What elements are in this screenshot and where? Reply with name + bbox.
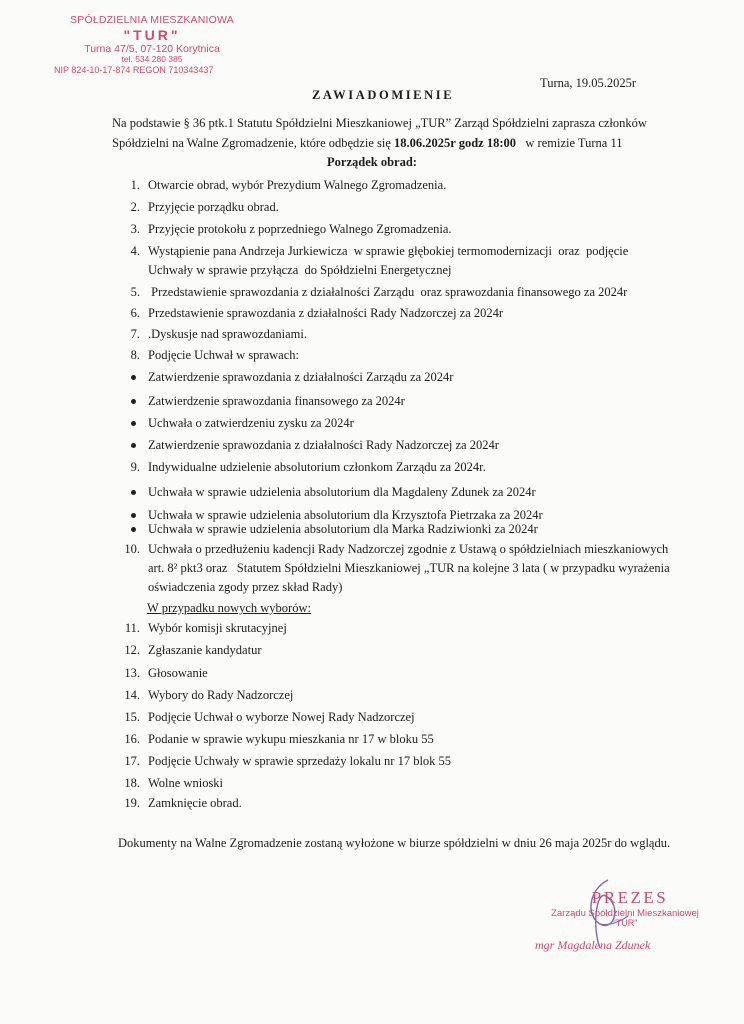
- agenda-item-line: Indywidualne udzielenie absolutorium członkom Zarządu za 2024r.: [148, 460, 486, 474]
- intro-paragraph: [112, 114, 672, 153]
- intro-line-2-start: Spółdzielni na Walne Zgromadzenie, które odbędzie się: [112, 135, 395, 150]
- agenda-item-text: [148, 708, 668, 727]
- agenda-item-line: Zamknięcie obrad.: [148, 796, 242, 810]
- agenda-item-text: [148, 220, 668, 239]
- agenda-item-line: Zatwierdzenie sprawozdania z działalności Rady Nadzorczej za 2024r: [148, 438, 499, 452]
- agenda-item-line: Uchwała o zatwierdzeniu zysku za 2024r: [148, 416, 354, 430]
- agenda-item-text: [148, 540, 668, 597]
- cooperative-stamp: [54, 14, 242, 75]
- agenda-item-number: 4.: [130, 244, 140, 258]
- agenda-item-line: oświadczenia zgody przez skład Rady): [148, 580, 343, 594]
- agenda-item-text: [148, 242, 668, 280]
- documents-notice: Dokumenty na Walne Zgromadzenie zostaną wyłożone w biurze spółdzielni w dniu 26 maja 2025r do wglądu.: [118, 836, 671, 850]
- signature-board: Zarządu Spółdzielni Mieszkaniowej: [551, 908, 699, 919]
- agenda-item-line: Uchwała o przedłużeniu kadencji Rady Nadzorczej zgodnie z Ustawą o spółdzielniach mieszkaniowych: [148, 542, 669, 556]
- agenda-item-number: 15.: [124, 710, 140, 724]
- bullet-icon: [131, 375, 136, 380]
- agenda-item-number: 17.: [124, 754, 140, 768]
- meeting-location: w remizie Turna 11: [516, 135, 623, 150]
- meeting-datetime: 18.06.2025r godz 18:00: [394, 135, 517, 150]
- bullet-icon: [131, 399, 136, 404]
- agenda-item-line: Przedstawienie sprawozdania z działalności Rady Nadzorczej za 2024r: [148, 306, 504, 320]
- agenda-item-text: [148, 641, 668, 660]
- agenda-item-text: [148, 368, 668, 387]
- agenda-item-text: [148, 304, 668, 323]
- bullet-icon: [131, 513, 136, 518]
- agenda-item-number: 13.: [124, 666, 140, 680]
- agenda-item-line: art. 8² pkt3 oraz Statutem Spółdzielni Mieszkaniowej „TUR na kolejne 3 lata ( w przypadku wyrażenia: [148, 561, 670, 575]
- agenda-item-text: [148, 483, 668, 502]
- agenda-item-text: [148, 686, 668, 705]
- agenda-item-number: 19.: [124, 796, 140, 810]
- agenda-item-number: 7.: [130, 327, 140, 341]
- signature-name: mgr Magdalena Zdunek: [535, 938, 651, 952]
- agenda-item-line: .Dyskusje nad sprawozdaniami.: [148, 327, 307, 341]
- agenda-item-text: [148, 730, 668, 749]
- agenda-item-text: [148, 346, 668, 365]
- agenda-item-line: Uchwała w sprawie udzielenia absolutorium dla Krzysztofa Pietrzaka za 2024r: [148, 508, 543, 522]
- stamp-registry: NIP 824-10-17-874 REGON 710343437: [54, 64, 214, 75]
- agenda-item-text: [148, 774, 668, 793]
- agenda-item-line: Wybór komisji skrutacyjnej: [148, 621, 287, 635]
- agenda-item-line: Podjęcie Uchwał o wyborze Nowej Rady Nadzorczej: [148, 710, 415, 724]
- agenda-item-line: Wolne wnioski: [148, 776, 224, 790]
- stamp-acronym: "TUR": [123, 27, 181, 44]
- agenda-item-number: 16.: [124, 732, 140, 746]
- stamp-name: SPÓŁDZIELNIA MIESZKANIOWA: [70, 14, 234, 26]
- agenda-item-text: [148, 283, 668, 302]
- agenda-item-line: Zatwierdzenie sprawozdania finansowego za 2024r: [148, 394, 405, 408]
- agenda-item-number: 3.: [130, 222, 140, 236]
- agenda-item-text: [148, 520, 668, 539]
- agenda-item-number: 14.: [124, 688, 140, 702]
- bullet-icon: [131, 421, 136, 426]
- signature-acronym: "TUR": [612, 918, 638, 928]
- agenda-item-line: Wybory do Rady Nadzorczej: [148, 688, 294, 702]
- agenda-item-line: Przyjęcie porządku obrad.: [148, 200, 279, 214]
- signature-title: PREZES: [591, 888, 669, 907]
- intro-line-2: [112, 134, 672, 154]
- agenda-item-number: 8.: [130, 348, 140, 362]
- agenda-item-text: [148, 325, 668, 344]
- agenda-item-line: Otwarcie obrad, wybór Prezydium Walnego Zgromadzenia.: [148, 178, 447, 192]
- bullet-icon: [131, 443, 136, 448]
- agenda-item-line: Uchwały w sprawie przyłącza do Spółdzielni Energetycznej: [148, 263, 452, 277]
- agenda-item-line: Uchwała w sprawie udzielenia absolutorium dla Magdaleny Zdunek za 2024r: [148, 485, 536, 499]
- document-title: ZAWIADOMIENIE: [312, 88, 455, 102]
- new-elections-subheading: W przypadku nowych wyborów:: [147, 601, 311, 615]
- agenda-item-text: [148, 198, 668, 217]
- bullet-icon: [131, 527, 136, 532]
- agenda-item-line: Przyjęcie protokołu z poprzedniego Walnego Zgromadzenia.: [148, 222, 452, 236]
- agenda-item-number: 11.: [124, 621, 140, 635]
- agenda-item-line: Przedstawienie sprawozdania z działalności Zarządu oraz sprawozdania finansowego za 2024r: [148, 285, 628, 299]
- agenda-item-line: Głosowanie: [148, 666, 208, 680]
- agenda-item-text: [148, 794, 668, 813]
- agenda-item-number: 2.: [130, 200, 140, 214]
- agenda-item-number: 9.: [130, 460, 140, 474]
- agenda-item-number: 18.: [124, 776, 140, 790]
- agenda-item-line: Podjęcie Uchwał w sprawach:: [148, 348, 299, 362]
- agenda-item-text: [148, 176, 668, 195]
- agenda-item-number: 12.: [124, 643, 140, 657]
- agenda-item-line: Podanie w sprawie wykupu mieszkania nr 17 w bloku 55: [148, 732, 434, 746]
- agenda-item-line: Zgłaszanie kandydatur: [148, 643, 262, 657]
- agenda-item-number: 1.: [130, 178, 140, 192]
- agenda-item-text: [148, 392, 668, 411]
- agenda-item-text: [148, 458, 668, 477]
- president-signature-stamp: [520, 888, 730, 953]
- bullet-icon: [131, 490, 136, 495]
- agenda-item-line: Zatwierdzenie sprawozdania z działalności Zarządu za 2024r: [148, 370, 454, 384]
- agenda-item-text: [148, 619, 668, 638]
- agenda-heading: Porządek obrad:: [327, 155, 417, 169]
- agenda-item-line: Uchwała w sprawie udzielenia absolutorium dla Marka Radziwionki za 2024r: [148, 522, 538, 536]
- intro-line-1: Na podstawie § 36 ptk.1 Statutu Spółdzielni Mieszkaniowej „TUR” Zarząd Spółdzielni zaprasza członków: [112, 116, 647, 130]
- agenda-item-number: 10.: [124, 542, 140, 556]
- agenda-item-number: 5.: [130, 285, 140, 299]
- stamp-address: Turna 47/5, 07-120 Korytnica: [84, 43, 220, 56]
- agenda-item-line: Wystąpienie pana Andrzeja Jurkiewicza w sprawie głębokiej termomodernizacji oraz podjęcie: [148, 244, 629, 258]
- agenda-item-number: 6.: [130, 306, 140, 320]
- agenda-item-line: Podjęcie Uchwały w sprawie sprzedaży lokalu nr 17 blok 55: [148, 754, 452, 768]
- agenda-item-text: [148, 664, 668, 683]
- agenda-item-text: [148, 436, 668, 455]
- document-date: Turna, 19.05.2025r: [540, 76, 637, 90]
- agenda-item-text: [148, 752, 668, 771]
- agenda-item-text: [148, 414, 668, 433]
- stamp-phone: tel. 534 280 385: [121, 54, 183, 65]
